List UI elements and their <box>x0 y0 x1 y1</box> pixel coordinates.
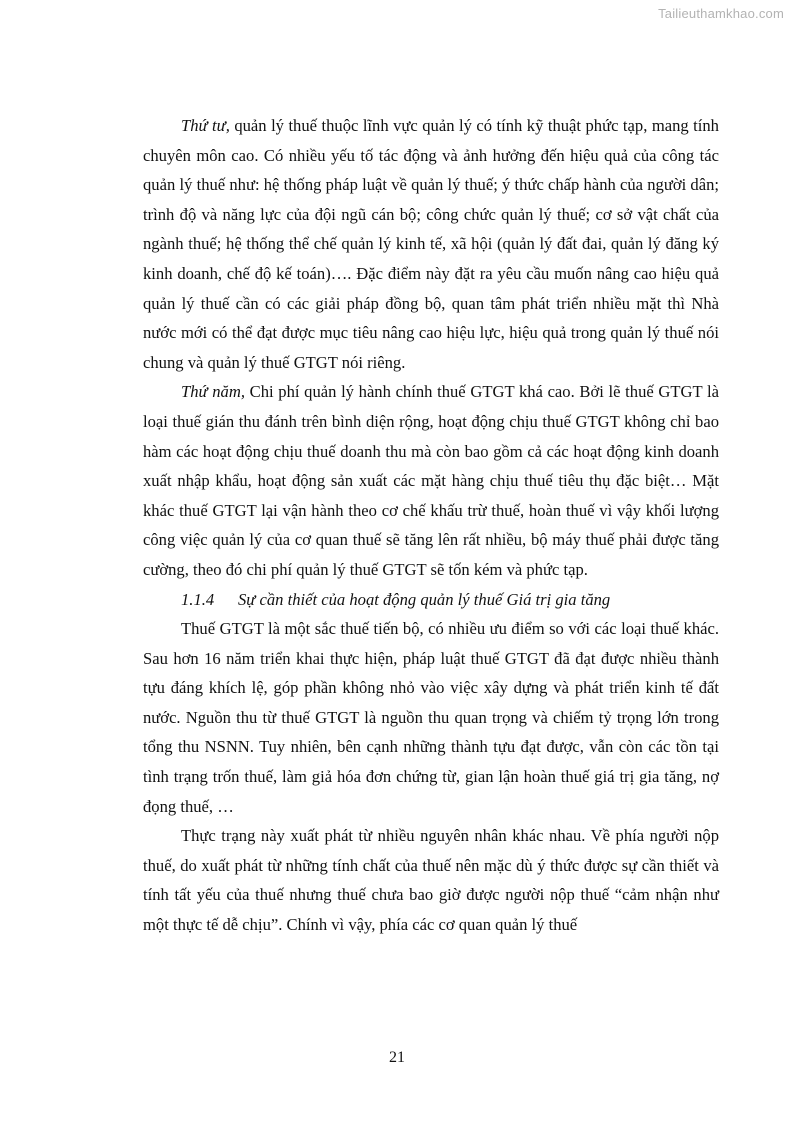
paragraph-thu-tu <box>143 111 719 377</box>
watermark-text: Tailieuthamkhao.com <box>658 6 784 21</box>
paragraph-thuc-trang: Thực trạng này xuất phát từ nhiều nguyên nhân khác nhau. Về phía người nộp thuế, do xuất phát từ những tính chất của thuế nên mặc dù ý thức được sự cần thiết và tính tất yếu của thuế nhưng thuế chưa bao giờ được người nộp thuế “cảm nhận như một thực tế dễ chịu”. Chính vì vậy, phía các cơ quan quản lý thuế <box>143 826 719 935</box>
paragraph-text-thu-nam: Chi phí quản lý hành chính thuế GTGT khá cao. Bởi lẽ thuế GTGT là loại thuế gián thu đánh trên bình diện rộng, hoạt động chịu thuế GTGT không chỉ bao hàm các hoạt động chịu thuế doanh thu mà còn bao gồm cả các hoạt động kinh doanh xuất nhập khẩu, hoạt động sản xuất các mặt hàng chịu thuế tiêu thụ đặc biệt… Mặt khác thuế GTGT lại vận hành theo cơ chế khấu trừ thuế, hoàn thuế vì vậy khối lượng công việc quản lý của cơ quan thuế sẽ tăng lên rất nhiều, bộ máy thuế phải được tăng cường, theo đó chi phí quản lý thuế GTGT sẽ tốn kém và phức tạp. <box>143 382 719 579</box>
section-title: Sự cần thiết của hoạt động quản lý thuế Giá trị gia tăng <box>238 589 611 609</box>
paragraph-thu-nam <box>143 377 719 584</box>
page-number: 21 <box>389 1049 405 1066</box>
section-number: 1.1.4 <box>181 589 215 609</box>
paragraph-text-thu-tu: quản lý thuế thuộc lĩnh vực quản lý có tính kỹ thuật phức tạp, mang tính chuyên môn cao. Có nhiều yếu tố tác động và ảnh hưởng đến hiệu quả của công tác quản lý thuế như: hệ thống pháp luật về quản lý thuế; ý thức chấp hành của người dân; trình độ và năng lực của đội ngũ cán bộ; công chức quản lý thuế; cơ sở vật chất của ngành thuế; hệ thống thể chế quản lý kinh tế, xã hội (quản lý đất đai, quản lý đăng ký kinh doanh, chế độ kế toán)…. Đặc điểm này đặt ra yêu cầu muốn nâng cao hiệu quả quản lý thuế cần có các giải pháp đồng bộ, quan tâm phát triển nhiều mặt thì Nhà nước mới có thể đạt được mục tiêu nâng cao hiệu lực, hiệu quả trong quản lý thuế nói chung và quản lý thuế GTGT nói riêng. <box>143 116 719 372</box>
section-heading <box>143 585 719 615</box>
document-body <box>143 111 719 940</box>
paragraph-lead-thu-nam: Thứ năm, <box>181 382 245 402</box>
paragraph-thue-gtgt: Thuế GTGT là một sắc thuế tiến bộ, có nhiều ưu điểm so với các loại thuế khác. Sau hơn 16 năm triển khai thực hiện, pháp luật thuế GTGT đã đạt được nhiều thành tựu đáng khích lệ, góp phần không nhỏ vào việc xây dựng và phát triển kinh tế đất nước. Nguồn thu từ thuế GTGT là nguồn thu quan trọng và chiếm tỷ trọng lớn trong tổng thu NSNN. Tuy nhiên, bên cạnh những thành tựu đạt được, vẫn còn các tồn tại tình trạng trốn thuế, làm giả hóa đơn chứng từ, gian lận hoàn thuế giá trị gia tăng, nợ đọng thuế, … <box>143 619 719 816</box>
paragraph-lead-thu-tu: Thứ tư, <box>181 116 230 135</box>
